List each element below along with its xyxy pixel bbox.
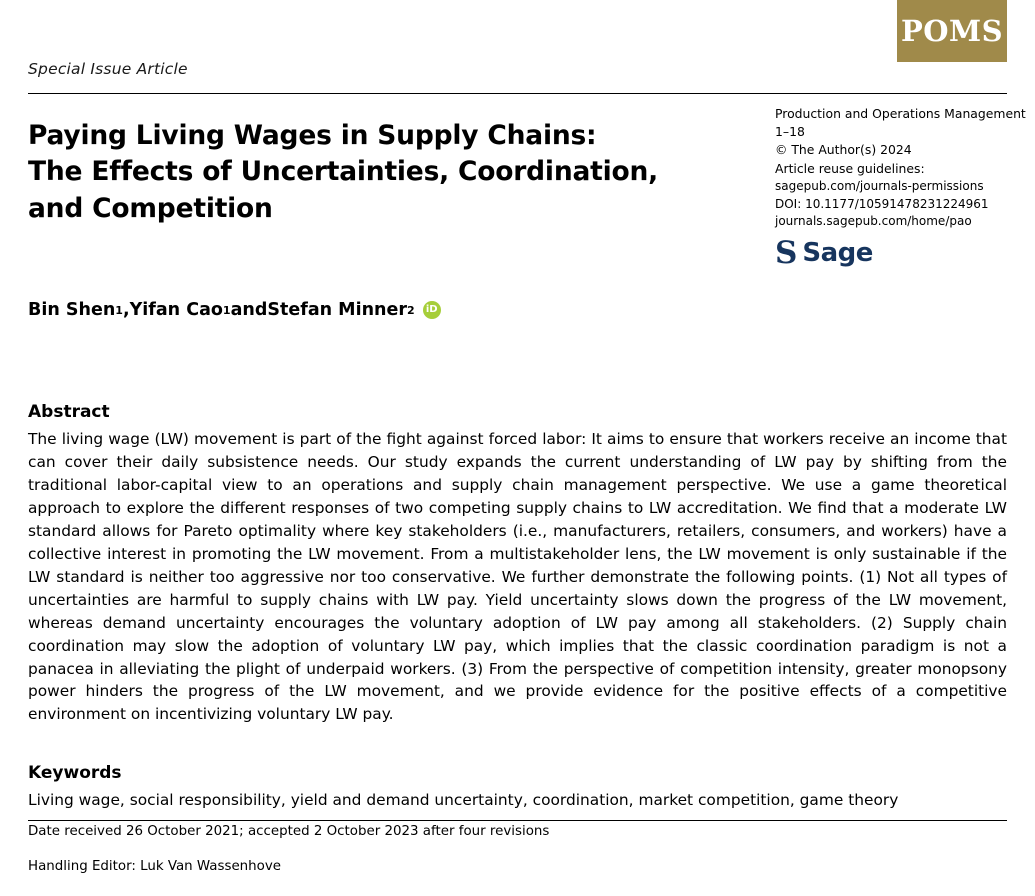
journal-pages: 1–18 (775, 124, 805, 140)
journal-name: Production and Operations Management (775, 106, 1026, 121)
journal-copyright: © The Author(s) 2024 (775, 142, 912, 158)
author-3-name[interactable]: Stefan Minner (267, 300, 408, 320)
author-3-affiliation-marker: 2 (407, 303, 415, 317)
abstract-heading: Abstract (28, 402, 110, 422)
reuse-guidelines-label: Article reuse guidelines: (775, 160, 925, 176)
header-divider (28, 93, 1007, 94)
doi-text[interactable]: DOI: 10.1177/10591478231224961 (775, 196, 989, 211)
permissions-link[interactable]: sagepub.com/journals-permissions (775, 178, 984, 193)
author-2-affiliation-marker: 1 (222, 303, 231, 317)
footer-divider (28, 820, 1007, 821)
sage-logo (775, 234, 1007, 271)
keywords-text: Living wage, social responsibility, yield and demand uncertainty, coordination, market competition, game theory (28, 791, 899, 809)
poms-logo-text: POMS (900, 14, 1004, 48)
author-2-name[interactable]: Yifan Cao (129, 300, 223, 320)
sage-wordmark: Sage (802, 238, 873, 269)
title-line-1: Paying Living Wages in Supply Chains: (28, 120, 597, 151)
author-list (28, 300, 441, 320)
sage-s-mark-icon: S (775, 234, 798, 271)
orcid-icon[interactable]: iD (423, 301, 441, 319)
date-received-text: Date received 26 October 2021; accepted 2 October 2023 after four revisions (28, 824, 550, 839)
article-type-label: Special Issue Article (28, 60, 188, 78)
author-1-name[interactable]: Bin Shen (28, 300, 116, 320)
page-title (28, 118, 728, 227)
author-1-affiliation-marker: 1 (115, 303, 123, 317)
author-separator-1: , (122, 300, 130, 320)
journal-metadata (775, 105, 1026, 271)
abstract-text: The living wage (LW) movement is part of the fight against forced labor: It aims to ensure that workers receive an income that can cover their daily subsistence needs. Our study expands the current understanding of LW pay by shifting from the traditional labor-capital view to an operations and supply chain management perspective. We use a game theoretical approach to explore the different responses of two competing supply chains to LW accreditation. We find that a moderate LW standard allows for Pareto optimality where key stakeholders (i.e., manufacturers, retailers, consumers, and workers) have a collective interest in promoting the LW movement. From a multistakeholder lens, the LW movement is only sustainable if the LW standard is neither too aggressive nor too conservative. We further demonstrate the following points. (1) Not all types of uncertainties are harmful to supply chains with LW pay. Yield uncertainty slows down the progress of the LW movement, whereas demand uncertainty encourages the voluntary adoption of LW pay among all stakeholders. (2) Supply chain coordination may slow the adoption of voluntary LW pay, which implies that the classic coordination paradigm is not a panacea in alleviating the plight of underpaid workers. (3) From the perspective of competition intensity, greater monopsony power hinders the progress of the LW movement, and we provide evidence for the positive effects of a competitive environment on incentivizing voluntary LW pay. (28, 430, 1007, 724)
title-line-2: The Effects of Uncertainties, Coordination, (28, 156, 659, 188)
journal-home-link[interactable]: journals.sagepub.com/home/pao (775, 214, 972, 229)
title-line-3: and Competition (28, 192, 273, 224)
keywords-heading: Keywords (28, 763, 122, 783)
handling-editor-text: Handling Editor: Luk Van Wassenhove (28, 859, 282, 874)
poms-logo (897, 0, 1007, 62)
author-separator-2: and (230, 300, 268, 320)
